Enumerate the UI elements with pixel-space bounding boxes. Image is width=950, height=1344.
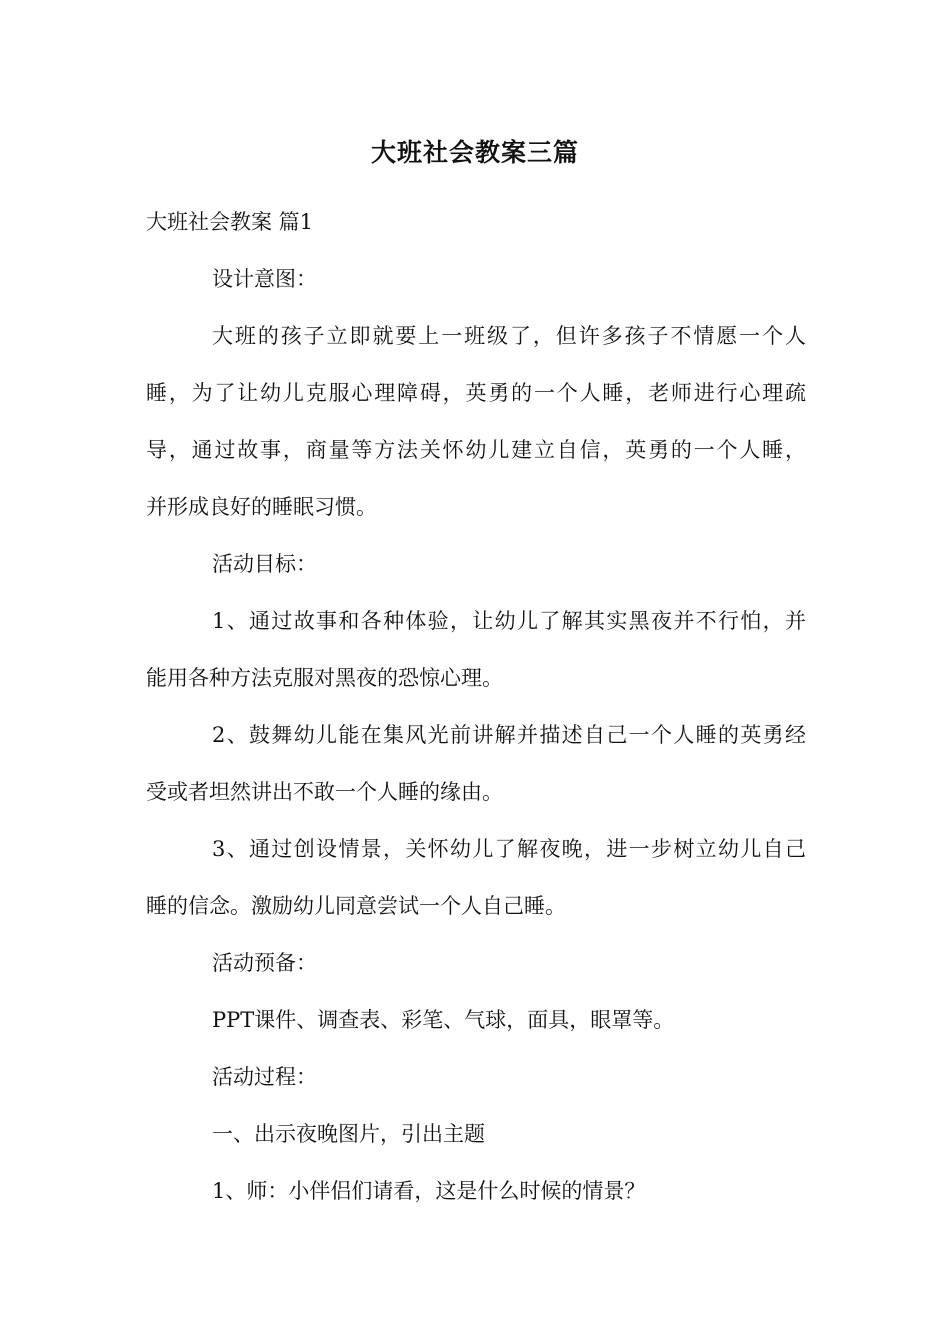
paragraph-line: 活动过程： [212,1065,317,1089]
section-heading: 大班社会教案 篇1 [146,210,314,234]
paragraph-line: 1、师：小伴侣们请看，这是什么时候的情景？ [212,1179,646,1203]
paragraph-line: 睡的信念。激励幼儿同意尝试一个人自己睡。 [146,894,566,918]
paragraph-line: 一、出示夜晚图片，引出主题 [212,1122,485,1146]
paragraph-line: 睡，为了让幼儿克服心理障碍，英勇的一个人睡，老师进行心理疏 [146,381,806,405]
paragraph-line: 活动目标： [212,552,317,576]
paragraph-line: 受或者坦然讲出不敢一个人睡的缘由。 [146,780,503,804]
document-title: 大班社会教案三篇 [370,138,579,167]
paragraph-line: 3、通过创设情景，关怀幼儿了解夜晚，进一步树立幼儿自己 [212,837,806,861]
paragraph-line: 2、鼓舞幼儿能在集风光前讲解并描述自己一个人睡的英勇经 [212,723,806,747]
paragraph-line: 活动预备： [212,951,317,975]
paragraph-line: 1、通过故事和各种体验，让幼儿了解其实黑夜并不行怕，并 [212,609,806,633]
paragraph-line: 大班的孩子立即就要上一班级了，但许多孩子不情愿一个人 [212,324,806,348]
paragraph-line: 导，通过故事，商量等方法关怀幼儿建立自信，英勇的一个人睡， [146,438,806,462]
paragraph-line: 能用各种方法克服对黑夜的恐惊心理。 [146,666,503,690]
paragraph-line: 设计意图： [212,267,317,291]
paragraph-line: PPT课件、调查表、彩笔、气球，面具，眼罩等。 [212,1008,675,1032]
paragraph-line: 并形成良好的睡眠习惯。 [146,495,377,519]
